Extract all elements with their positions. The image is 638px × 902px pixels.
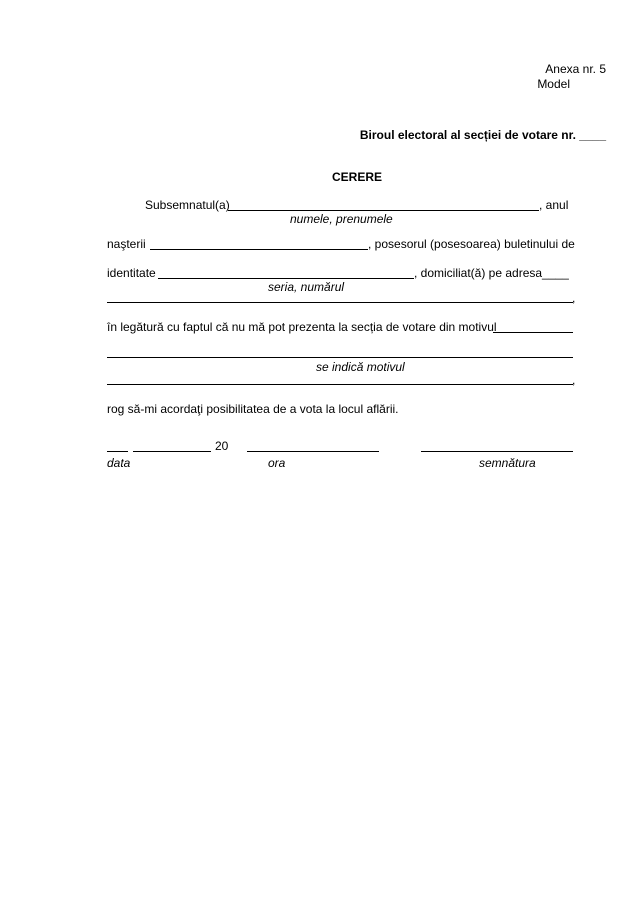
id-series-number-field[interactable] — [158, 278, 414, 279]
request-text: rog să-mi acordaţi posibilitatea de a vota la locul aflării. — [107, 402, 399, 416]
reason-field-line-1[interactable] — [107, 357, 573, 358]
identity-label: identitate — [107, 266, 156, 280]
signature-label: semnătura — [479, 456, 536, 470]
address-line-comma: , — [572, 291, 576, 305]
date-label: data — [107, 456, 131, 470]
birth-year-field[interactable] — [150, 249, 368, 250]
annex-number: Anexa nr. 5 — [545, 62, 606, 76]
name-hint: numele, prenumele — [290, 212, 393, 226]
birth-year-label: , anul — [539, 198, 569, 212]
domicile-label: , domiciliat(ă) pe adresa____ — [414, 266, 569, 280]
date-day-field[interactable] — [107, 451, 128, 452]
date-month-field[interactable] — [133, 451, 211, 452]
reason-intro: în legătură cu faptul că nu mă pot prezenta la secția de votare din motivul — [107, 320, 497, 334]
signature-field[interactable] — [421, 451, 573, 452]
bureau-heading: Biroul electoral al secției de votare nr. ____ — [359, 128, 606, 142]
undersigned-label: Subsemnatul(a) — [145, 198, 230, 212]
reason-hint: se indică motivul — [316, 360, 405, 374]
series-hint: seria, numărul — [268, 280, 345, 294]
page-title: CERERE — [331, 170, 382, 184]
reason-line-comma: , — [572, 373, 576, 387]
reason-field-start[interactable] — [493, 332, 573, 333]
full-name-field[interactable] — [228, 210, 539, 211]
time-field[interactable] — [247, 451, 379, 452]
model-label: Model — [537, 77, 570, 91]
time-label: ora — [268, 456, 286, 470]
birth-label: naşterii — [107, 237, 146, 251]
year-prefix: 20 — [215, 439, 229, 453]
address-field[interactable] — [107, 302, 573, 303]
reason-field-line-2[interactable] — [107, 384, 573, 385]
id-holder-label: , posesorul (posesoarea) buletinului de — [368, 237, 575, 251]
